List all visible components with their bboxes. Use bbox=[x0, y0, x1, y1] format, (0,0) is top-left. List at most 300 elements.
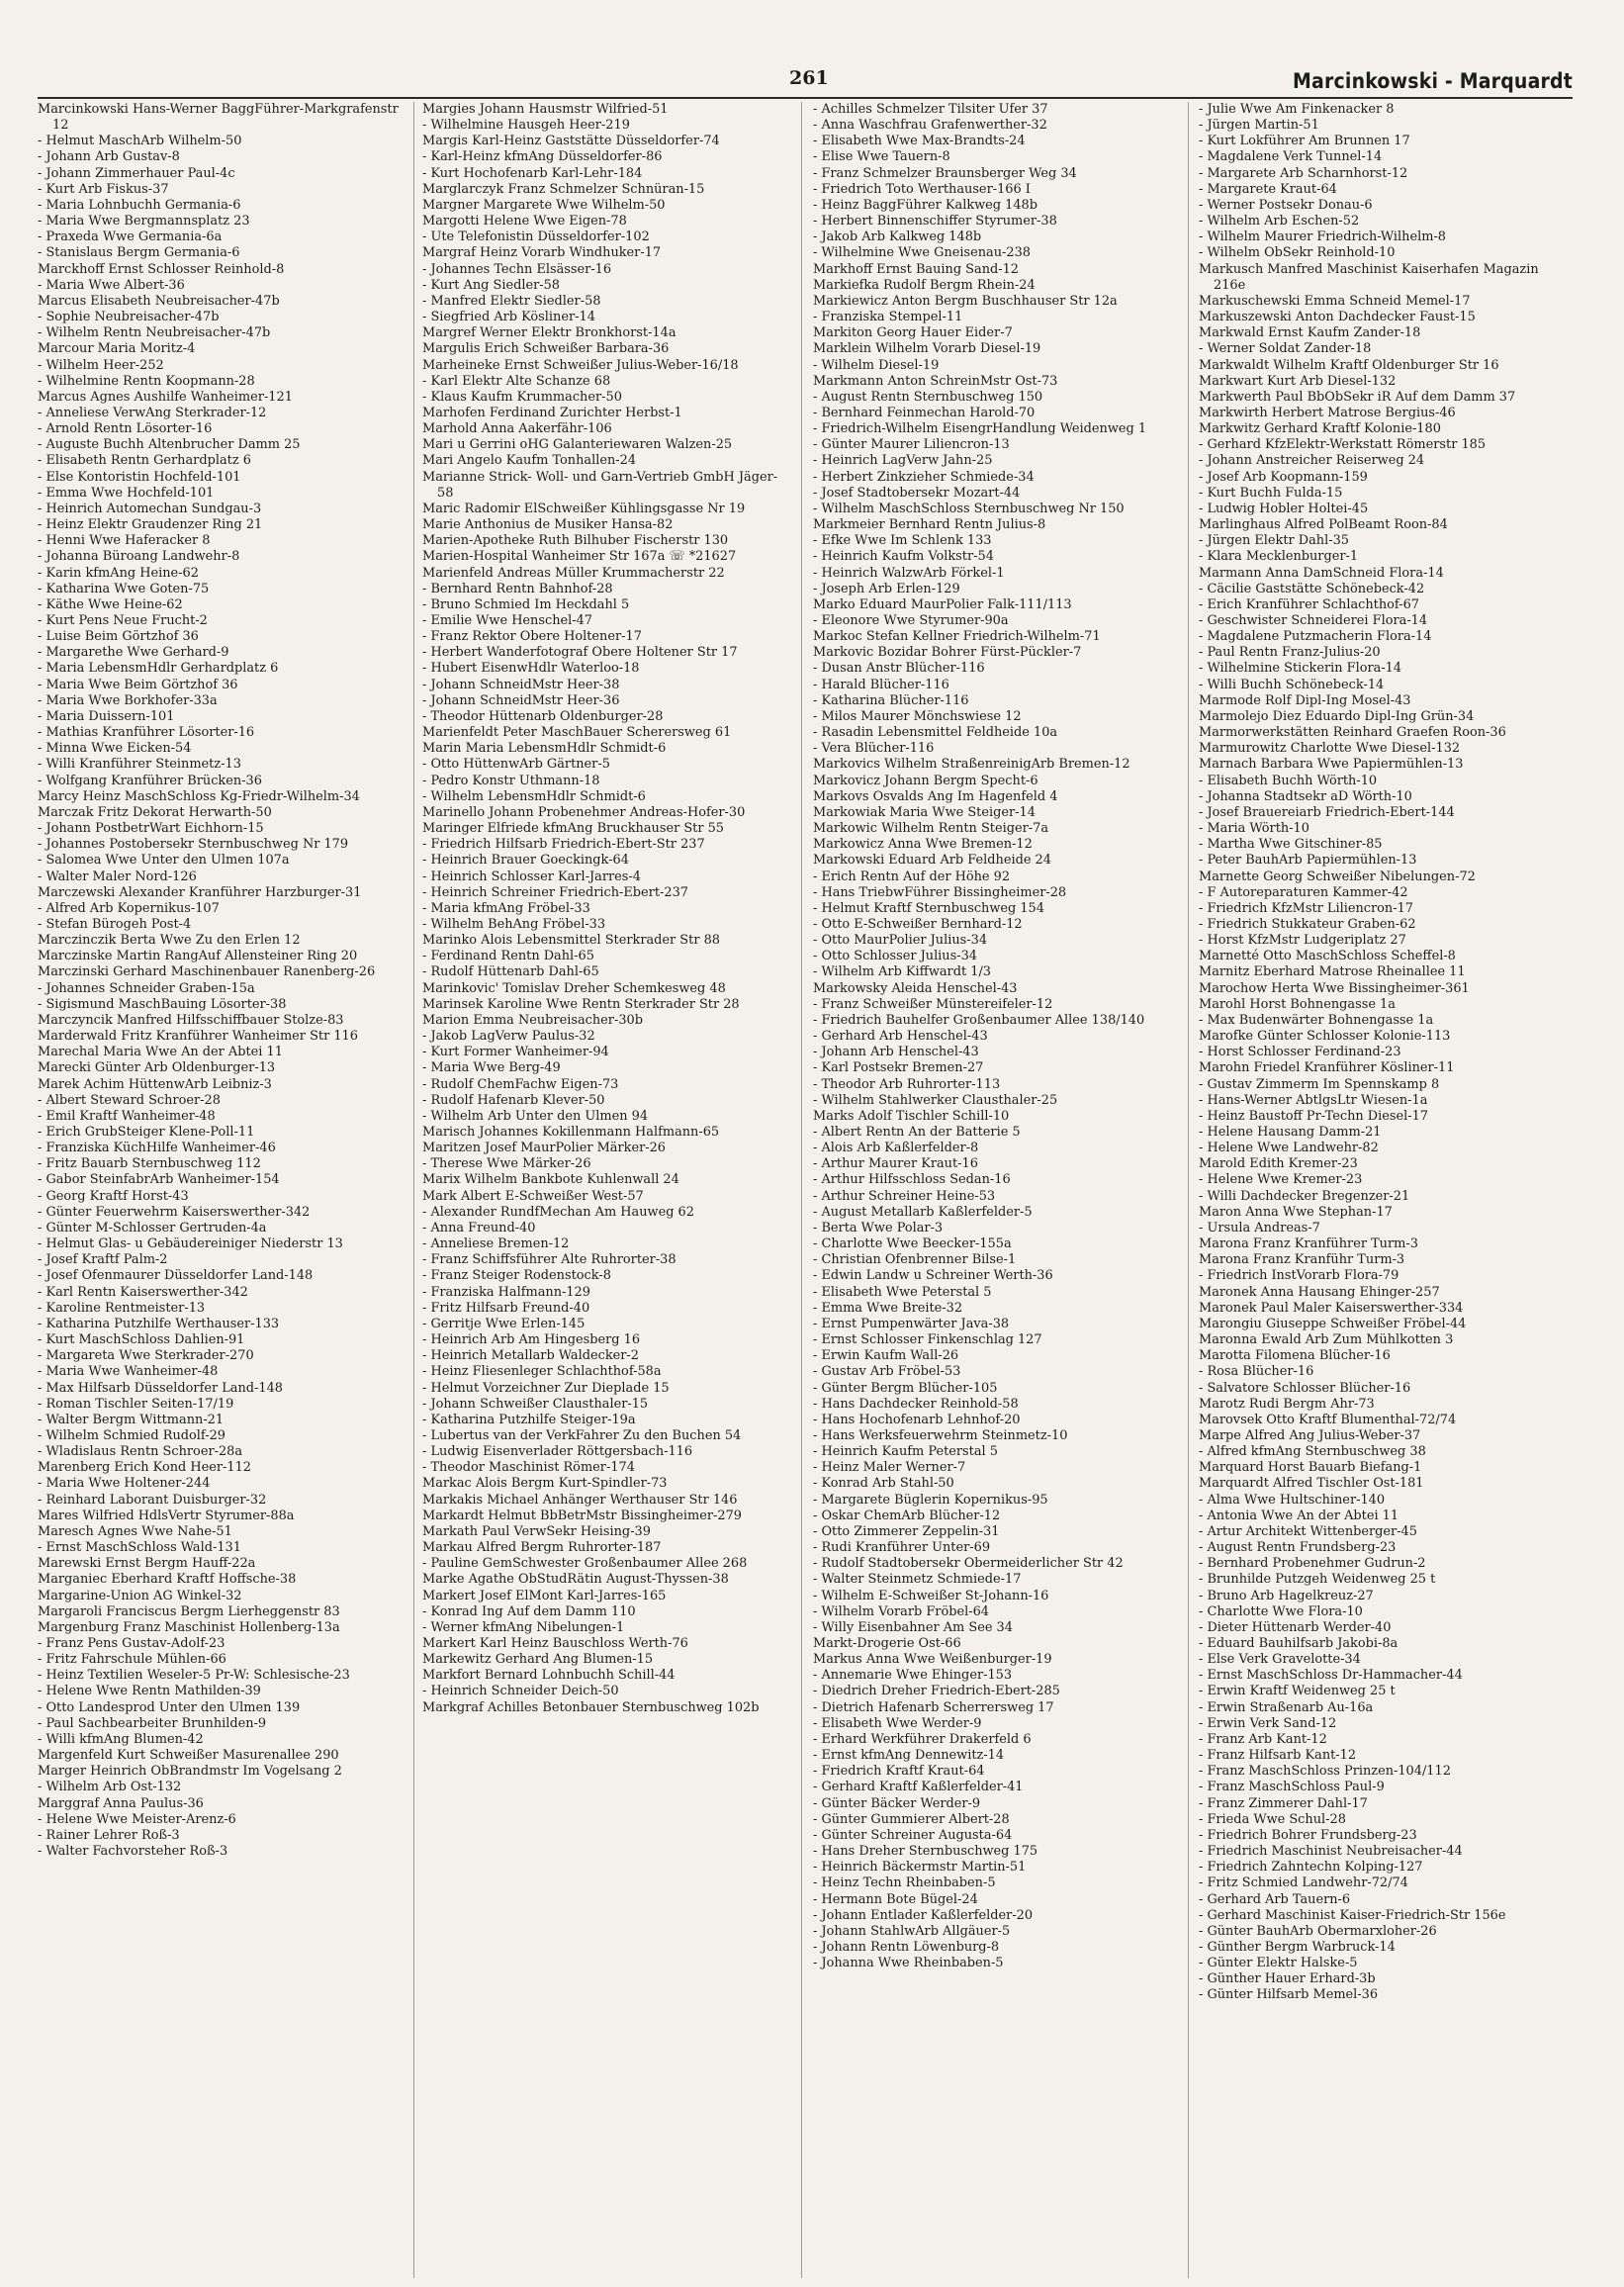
directory-entry: - Elisabeth Wwe Peterstal 5 bbox=[813, 1284, 992, 1300]
directory-entry: - Salvatore Schlosser Blücher-16 bbox=[1199, 1380, 1411, 1396]
directory-entry: Marinkovic' Tomislav Dreher Schemkesweg 48 bbox=[422, 980, 726, 996]
directory-entry: - Bruno Schmied Im Heckdahl 5 bbox=[422, 596, 630, 612]
directory-entry: - Maria Wwe Beim Görtzhof 36 bbox=[38, 677, 238, 692]
directory-entry: Markowsky Aleida Henschel-43 bbox=[813, 980, 1018, 996]
directory-entry: - Hans-Werner AbtlgsLtr Wiesen-1a bbox=[1199, 1092, 1428, 1108]
directory-entry: - Franz Hilfsarb Kant-12 bbox=[1199, 1748, 1357, 1764]
directory-column bbox=[422, 102, 790, 2278]
directory-entry: - Eduard Bauhilfsarb Jakobi-8a bbox=[1199, 1636, 1398, 1651]
directory-entry: - Pauline GemSchwester Großenbaumer Allee 268 bbox=[422, 1556, 748, 1572]
directory-entry: - Maria Wwe Borkhofer-33a bbox=[38, 692, 218, 708]
directory-entry: - Rainer Lehrer Roß-3 bbox=[38, 1827, 180, 1843]
directory-entry: Marquard Horst Bauarb Biefang-1 bbox=[1199, 1460, 1422, 1476]
directory-entry: - Heinrich Metallarb Waldecker-2 bbox=[422, 1348, 639, 1364]
directory-entry: - Wilhelm ObSekr Reinhold-10 bbox=[1199, 245, 1396, 261]
directory-entry: - Elisabeth Wwe Max-Brandts-24 bbox=[813, 134, 1026, 149]
directory-entry: - Roman Tischler Seiten-17/19 bbox=[38, 1396, 234, 1412]
directory-entry: - Otto HüttenwArb Gärtner-5 bbox=[422, 757, 610, 773]
directory-entry: - Rudi Kranführer Unter-69 bbox=[813, 1540, 991, 1556]
directory-entry: - Siegfried Arb Kösliner-14 bbox=[422, 310, 595, 325]
directory-entry: - Wilhelm Arb Kiffwardt 1/3 bbox=[813, 964, 991, 980]
directory-entry: - Arthur Maurer Kraut-16 bbox=[813, 1156, 978, 1172]
directory-entry: Markus Anna Wwe Weißenburger-19 bbox=[813, 1652, 1052, 1668]
directory-entry: - Franziska KüchHilfe Wanheimer-46 bbox=[38, 1141, 276, 1156]
directory-entry: - Hubert EisenwHdlr Waterloo-18 bbox=[422, 661, 640, 677]
header-rule bbox=[38, 97, 1573, 99]
directory-entry: Marnitz Eberhard Matrose Rheinallee 11 bbox=[1199, 964, 1466, 980]
directory-entry: - Emma Wwe Breite-32 bbox=[813, 1300, 963, 1316]
directory-entry: - Alfred Arb Kopernikus-107 bbox=[38, 900, 220, 916]
directory-entry: - Johann StahlwArb Allgäuer-5 bbox=[813, 1923, 1011, 1939]
directory-entry: - F Autoreparaturen Kammer-42 bbox=[1199, 884, 1408, 900]
directory-entry: - Manfred Elektr Siedler-58 bbox=[422, 293, 601, 309]
directory-entry: Marlinghaus Alfred PolBeamt Roon-84 bbox=[1199, 517, 1448, 533]
directory-entry: Marewski Ernst Bergm Hauff-22a bbox=[38, 1556, 256, 1572]
directory-entry: - Magdalene Verk Tunnel-14 bbox=[1199, 149, 1383, 165]
directory-entry: - Käthe Wwe Heine-62 bbox=[38, 596, 183, 612]
directory-entry: - Wilhelmine Stickerin Flora-14 bbox=[1199, 661, 1402, 677]
directory-entry: - Rudolf Stadtobersekr Obermeiderlicher Str 42 bbox=[813, 1556, 1124, 1572]
directory-entry: Markakis Michael Anhänger Werthauser Str 146 bbox=[422, 1492, 738, 1508]
directory-entry: Marczinske Martin RangAuf Allensteiner Ring 20 bbox=[38, 949, 358, 964]
directory-entry: Marienfeld Andreas Müller Krummacherstr 22 bbox=[422, 565, 725, 581]
directory-entry: - Charlotte Wwe Flora-10 bbox=[1199, 1603, 1363, 1619]
directory-entry: Marongiu Giuseppe Schweißer Fröbel-44 bbox=[1199, 1316, 1467, 1331]
directory-entry: - Günter Feuerwehrm Kaiserswerther-342 bbox=[38, 1204, 311, 1220]
running-head: Marcinkowski - Marquardt bbox=[1293, 69, 1573, 93]
directory-entry: Markusch Manfred Maschinist Kaiserhafen Magazin 216e bbox=[1199, 261, 1539, 293]
directory-entry: - Alois Arb Kaßlerfelder-8 bbox=[813, 1141, 979, 1156]
directory-entry: - Johann Entlader Kaßlerfelder-20 bbox=[813, 1907, 1034, 1923]
directory-entry: - Maria Wwe Berg-49 bbox=[422, 1060, 561, 1076]
directory-entry: Marona Franz Kranführer Turm-3 bbox=[1199, 1236, 1418, 1252]
directory-entry: Marek Achim HüttenwArb Leibniz-3 bbox=[38, 1076, 272, 1092]
directory-entry: - Otto Landesprod Unter den Ulmen 139 bbox=[38, 1699, 301, 1715]
directory-entry: - Arthur Schreiner Heine-53 bbox=[813, 1188, 996, 1204]
directory-entry: - Fritz Schmied Landwehr-72/74 bbox=[1199, 1875, 1408, 1891]
directory-entry: - Alma Wwe Hultschiner-140 bbox=[1199, 1492, 1386, 1508]
directory-entry: - Maria Wörth-10 bbox=[1199, 821, 1309, 837]
directory-entry: Markiton Georg Hauer Eider-7 bbox=[813, 325, 1013, 341]
directory-entry: - Franz Zimmerer Dahl-17 bbox=[1199, 1795, 1368, 1811]
directory-entry: - Wilhelm MaschSchloss Sternbuschweg Nr 150 bbox=[813, 501, 1125, 516]
directory-entry: - Friedrich InstVorarb Flora-79 bbox=[1199, 1268, 1399, 1284]
directory-entry: Markwerth Paul BbObSekr iR Auf dem Damm 37 bbox=[1199, 389, 1516, 405]
directory-entry: - Friedrich Bohrer Frundsberg-23 bbox=[1199, 1827, 1417, 1843]
directory-entry: Maron Anna Wwe Stephan-17 bbox=[1199, 1204, 1393, 1220]
directory-entry: - Heinz BaggFührer Kalkweg 148b bbox=[813, 197, 1038, 213]
directory-entry: Marohn Friedel Kranführer Kösliner-11 bbox=[1199, 1060, 1455, 1076]
directory-entry: - Franz Rektor Obere Holtener-17 bbox=[422, 629, 642, 645]
directory-entry: - Fritz Bauarb Sternbuschweg 112 bbox=[38, 1156, 261, 1172]
page-header bbox=[0, 0, 1624, 99]
directory-entry: - Werner Postsekr Donau-6 bbox=[1199, 197, 1373, 213]
directory-entry: - Wladislaus Rentn Schroer-28a bbox=[38, 1444, 243, 1460]
directory-entry: - Margarete Kraut-64 bbox=[1199, 181, 1337, 197]
directory-entry: - Oskar ChemArb Blücher-12 bbox=[813, 1508, 1001, 1523]
directory-entry: - Johann Zimmerhauer Paul-4c bbox=[38, 165, 235, 181]
directory-entry: - Else Verk Gravelotte-34 bbox=[1199, 1652, 1361, 1668]
directory-entry: Markmeier Bernhard Rentn Julius-8 bbox=[813, 517, 1046, 533]
directory-entry: - Minna Wwe Eicken-54 bbox=[38, 741, 192, 757]
directory-entry: - Sophie Neubreisacher-47b bbox=[38, 310, 220, 325]
directory-entry: Marggraf Anna Paulus-36 bbox=[38, 1795, 204, 1811]
directory-entry: - Johann Schweißer Clausthaler-15 bbox=[422, 1396, 649, 1412]
directory-entry: - Gerhard Kraftf Kaßlerfelder-41 bbox=[813, 1780, 1024, 1795]
directory-entry: Maronek Paul Maler Kaiserswerther-334 bbox=[1199, 1300, 1464, 1316]
directory-entry: - Margarete Arb Scharnhorst-12 bbox=[1199, 165, 1408, 181]
directory-entry: Marglarczyk Franz Schmelzer Schnüran-15 bbox=[422, 181, 705, 197]
directory-entry: - Gerhard KfzElektr-Werkstatt Römerstr 185 bbox=[1199, 437, 1487, 453]
directory-entry: - Rudolf Hafenarb Klever-50 bbox=[422, 1092, 605, 1108]
directory-entry: Markuschewski Emma Schneid Memel-17 bbox=[1199, 293, 1471, 309]
directory-column bbox=[38, 102, 406, 2278]
directory-entry: - Frieda Wwe Schul-28 bbox=[1199, 1811, 1346, 1827]
directory-entry: - Hans Dachdecker Reinhold-58 bbox=[813, 1396, 1019, 1412]
directory-entry: Markwaldt Wilhelm Kraftf Oldenburger Str 16 bbox=[1199, 357, 1499, 373]
directory-entry: - Johann SchneidMstr Heer-38 bbox=[422, 677, 620, 692]
directory-entry: Marcus Elisabeth Neubreisacher-47b bbox=[38, 293, 280, 309]
directory-entry: Markwart Kurt Arb Diesel-132 bbox=[1199, 373, 1397, 389]
directory-entry: - Franziska Stempel-11 bbox=[813, 310, 963, 325]
directory-entry: - Eleonore Wwe Styrumer-90a bbox=[813, 613, 1009, 628]
directory-entry: - Klaus Kaufm Krummacher-50 bbox=[422, 389, 622, 405]
directory-entry: - Heinz Maler Werner-7 bbox=[813, 1460, 966, 1476]
directory-entry: Margies Johann Hausmstr Wilfried-51 bbox=[422, 102, 669, 117]
directory-entry: - Wilhelm E-Schweißer St-Johann-16 bbox=[813, 1588, 1049, 1603]
directory-entry: Marien-Apotheke Ruth Bilhuber Fischerstr 130 bbox=[422, 533, 729, 549]
directory-entry: - Bernhard Feinmechan Harold-70 bbox=[813, 405, 1036, 420]
directory-entry: - Walter Bergm Wittmann-21 bbox=[38, 1412, 225, 1427]
directory-entry: - Joseph Arb Erlen-129 bbox=[813, 581, 960, 596]
directory-entry: - Johann SchneidMstr Heer-36 bbox=[422, 692, 620, 708]
directory-entry: Marion Emma Neubreisacher-30b bbox=[422, 1012, 643, 1028]
directory-entry: Marinko Alois Lebensmittel Sterkrader Str 88 bbox=[422, 933, 720, 949]
directory-entry: - Franz MaschSchloss Paul-9 bbox=[1199, 1780, 1385, 1795]
directory-entry: - Otto E-Schweißer Bernhard-12 bbox=[813, 916, 1023, 932]
directory-entry: - Johannes Postobersekr Sternbuschweg Nr 179 bbox=[38, 837, 349, 853]
directory-entry: - Friedrich Maschinist Neubreisacher-44 bbox=[1199, 1844, 1463, 1860]
directory-entry: - Helene Wwe Landwehr-82 bbox=[1199, 1141, 1379, 1156]
directory-entry: - Maria Wwe Wanheimer-48 bbox=[38, 1364, 219, 1380]
directory-entry: - Edwin Landw u Schreiner Werth-36 bbox=[813, 1268, 1053, 1284]
directory-entry: Markowski Eduard Arb Feldheide 24 bbox=[813, 853, 1051, 869]
directory-entry: Marmann Anna DamSchneid Flora-14 bbox=[1199, 565, 1444, 581]
directory-entry: - Rasadin Lebensmittel Feldheide 10a bbox=[813, 725, 1058, 741]
directory-entry: - Georg Kraftf Horst-43 bbox=[38, 1188, 189, 1204]
directory-entry: Markovic Bozidar Bohrer Fürst-Pückler-7 bbox=[813, 645, 1082, 661]
directory-entry: Marcour Maria Moritz-4 bbox=[38, 341, 196, 357]
directory-entry: - Ludwig Hobler Holtei-45 bbox=[1199, 501, 1369, 516]
directory-entry: - Dieter Hüttenarb Werder-40 bbox=[1199, 1619, 1392, 1635]
directory-entry: - Dietrich Hafenarb Scherrersweg 17 bbox=[813, 1699, 1054, 1715]
directory-entry: - Johanna Wwe Rheinbaben-5 bbox=[813, 1956, 1004, 1971]
directory-entry: - Pedro Konstr Uthmann-18 bbox=[422, 773, 600, 788]
directory-entry: - Karoline Rentmeister-13 bbox=[38, 1300, 206, 1316]
directory-entry: - Gerhard Maschinist Kaiser-Friedrich-Str 156e bbox=[1199, 1907, 1506, 1923]
directory-entry: - Wilhelm Stahlwerker Clausthaler-25 bbox=[813, 1092, 1058, 1108]
directory-entry: - Max Hilfsarb Düsseldorfer Land-148 bbox=[38, 1380, 283, 1396]
directory-entry: Marotz Rudi Bergm Ahr-73 bbox=[1199, 1396, 1375, 1412]
directory-entry: Marger Heinrich ObBrandmstr Im Vogelsang 2 bbox=[38, 1764, 342, 1780]
directory-entry: Marckhoff Ernst Schlosser Reinhold-8 bbox=[38, 261, 285, 277]
directory-entry: Marderwald Fritz Kranführer Wanheimer Str 116 bbox=[38, 1029, 358, 1045]
directory-entry: - Erich GrubSteiger Klene-Poll-11 bbox=[38, 1125, 255, 1140]
column-divider bbox=[801, 102, 802, 2278]
directory-entry: - Theodor Hüttenarb Oldenburger-28 bbox=[422, 708, 664, 724]
directory-entry: Markoc Stefan Kellner Friedrich-Wilhelm-71 bbox=[813, 629, 1101, 645]
directory-entry: Marenberg Erich Kond Heer-112 bbox=[38, 1460, 251, 1476]
directory-entry: - Wilhelm Schmied Rudolf-29 bbox=[38, 1427, 226, 1443]
directory-entry: - Elisabeth Rentn Gerhardplatz 6 bbox=[38, 453, 251, 469]
directory-entry: - Helmut MaschArb Wilhelm-50 bbox=[38, 134, 242, 149]
directory-entry: Marmurowitz Charlotte Wwe Diesel-132 bbox=[1199, 741, 1461, 757]
directory-entry: - Emil Kraftf Wanheimer-48 bbox=[38, 1108, 216, 1124]
directory-entry: - Stefan Bürogeh Post-4 bbox=[38, 916, 192, 932]
directory-entry: - Erich Kranführer Schlachthof-67 bbox=[1199, 596, 1419, 612]
directory-entry: - Charlotte Wwe Beecker-155a bbox=[813, 1236, 1012, 1252]
directory-entry: - Fritz Fahrschule Mühlen-66 bbox=[38, 1652, 226, 1668]
directory-entry: - Ursula Andreas-7 bbox=[1199, 1220, 1320, 1235]
directory-entry: - Theodor Maschinist Römer-174 bbox=[422, 1460, 635, 1476]
directory-entry: - Max Budenwärter Bohnengasse 1a bbox=[1199, 1012, 1434, 1028]
directory-entry: - Alfred kfmAng Sternbuschweg 38 bbox=[1199, 1444, 1426, 1460]
directory-entry: - Günter Maurer Liliencron-13 bbox=[813, 437, 1010, 453]
directory-entry: - Johann Anstreicher Reiserweg 24 bbox=[1199, 453, 1425, 469]
directory-entry: Marmode Rolf Dipl-Ing Mosel-43 bbox=[1199, 692, 1411, 708]
directory-entry: Markhoff Ernst Bauing Sand-12 bbox=[813, 261, 1020, 277]
directory-entry: - Henni Wwe Haferacker 8 bbox=[38, 533, 211, 549]
directory-entry: Marganiec Eberhard Kraftf Hoffsche-38 bbox=[38, 1572, 297, 1588]
directory-entry: - Gabor SteinfabrArb Wanheimer-154 bbox=[38, 1172, 280, 1188]
directory-entry: - Kurt Former Wanheimer-94 bbox=[422, 1045, 609, 1060]
directory-entry: - Wilhelmine Wwe Gneisenau-238 bbox=[813, 245, 1032, 261]
directory-entry: - Helene Hausang Damm-21 bbox=[1199, 1125, 1382, 1140]
directory-entry: - Elise Wwe Tauern-8 bbox=[813, 149, 950, 165]
directory-entry: Maritzen Josef MaurPolier Märker-26 bbox=[422, 1141, 667, 1156]
directory-entry: - Reinhard Laborant Duisburger-32 bbox=[38, 1492, 267, 1508]
directory-entry: Mari Angelo Kaufm Tonhallen-24 bbox=[422, 453, 637, 469]
directory-entry: Marmorwerkstätten Reinhard Graefen Roon-36 bbox=[1199, 725, 1506, 741]
directory-entry: Marechal Maria Wwe An der Abtei 11 bbox=[38, 1045, 283, 1060]
directory-entry: - Franz Schweißer Münstereifeler-12 bbox=[813, 996, 1053, 1012]
directory-entry: - Günter M-Schlosser Gertruden-4a bbox=[38, 1220, 267, 1235]
directory-entry: - Albert Rentn An der Batterie 5 bbox=[813, 1125, 1021, 1140]
directory-entry: - Albert Steward Schroer-28 bbox=[38, 1092, 221, 1108]
directory-entry: - Gerhard Arb Henschel-43 bbox=[813, 1029, 988, 1045]
directory-entry: - Helmut Glas- u Gebäudereiniger Niederstr 13 bbox=[38, 1236, 343, 1252]
directory-entry: - Günter Gummierer Albert-28 bbox=[813, 1811, 1010, 1827]
directory-entry: - Antonia Wwe An der Abtei 11 bbox=[1199, 1508, 1399, 1523]
directory-entry: Mari u Gerrini oHG Galanteriewaren Walzen-25 bbox=[422, 437, 733, 453]
directory-entry: Markewitz Gerhard Ang Blumen-15 bbox=[422, 1652, 654, 1668]
directory-entry: - Bernhard Probenehmer Gudrun-2 bbox=[1199, 1556, 1426, 1572]
directory-entry: - Theodor Arb Ruhrorter-113 bbox=[813, 1076, 1001, 1092]
directory-entry: Marnetté Otto MaschSchloss Scheffel-8 bbox=[1199, 949, 1456, 964]
directory-entry: - Gustav Arb Fröbel-53 bbox=[813, 1364, 961, 1380]
directory-entry: Margraf Heinz Vorarb Windhuker-17 bbox=[422, 245, 662, 261]
directory-entry: - Kurt Pens Neue Frucht-2 bbox=[38, 613, 208, 628]
directory-entry: - Maria Wwe Bergmannsplatz 23 bbox=[38, 214, 250, 229]
directory-entry: - Friedrich Toto Werthauser-166 I bbox=[813, 181, 1031, 197]
directory-entry: - Karl Postsekr Bremen-27 bbox=[813, 1060, 984, 1076]
directory-entry: - Lubertus van der VerkFahrer Zu den Buchen 54 bbox=[422, 1427, 742, 1443]
directory-entry: Markwitz Gerhard Kraftf Kolonie-180 bbox=[1199, 421, 1441, 437]
directory-entry: - Heinrich Bäckermstr Martin-51 bbox=[813, 1860, 1027, 1875]
directory-entry: Markowiak Maria Wwe Steiger-14 bbox=[813, 804, 1036, 820]
directory-entry: - Heinrich Schlosser Karl-Jarres-4 bbox=[422, 869, 641, 884]
directory-entry: - Brunhilde Putzgeh Weidenweg 25 t bbox=[1199, 1572, 1436, 1588]
directory-entry: Marovsek Otto Kraftf Blumenthal-72/74 bbox=[1199, 1412, 1457, 1427]
directory-entry: - Walter Steinmetz Schmiede-17 bbox=[813, 1572, 1022, 1588]
directory-entry: - Annemarie Wwe Ehinger-153 bbox=[813, 1668, 1013, 1684]
directory-entry: - Maria Lohnbuchh Germania-6 bbox=[38, 197, 241, 213]
directory-entry: - Johanna Büroang Landwehr-8 bbox=[38, 549, 240, 565]
directory-entry: - Walter Fachvorsteher Roß-3 bbox=[38, 1844, 228, 1860]
directory-entry: - Emma Wwe Hochfeld-101 bbox=[38, 485, 215, 501]
directory-entry: - Wilhelm Vorarb Fröbel-64 bbox=[813, 1603, 989, 1619]
directory-entry: - Achilles Schmelzer Tilsiter Ufer 37 bbox=[813, 102, 1048, 117]
directory-entry: Marheineke Ernst Schweißer Julius-Weber-16/18 bbox=[422, 357, 739, 373]
directory-entry: Markert Josef ElMont Karl-Jarres-165 bbox=[422, 1588, 667, 1603]
directory-entry: - Jürgen Martin-51 bbox=[1199, 118, 1319, 134]
directory-entry: - Margareta Wwe Sterkrader-270 bbox=[38, 1348, 254, 1364]
directory-entry: - Johanna Stadtsekr aD Wörth-10 bbox=[1199, 788, 1412, 804]
directory-entry: Margaroli Franciscus Bergm Lierheggenstr 83 bbox=[38, 1603, 340, 1619]
directory-entry: - Kurt Ang Siedler-58 bbox=[422, 277, 561, 293]
directory-entry: Markiewicz Anton Bergm Buschhauser Str 12a bbox=[813, 293, 1118, 309]
directory-entry: Marin Maria LebensmHdlr Schmidt-6 bbox=[422, 741, 667, 757]
directory-entry: Margenburg Franz Maschinist Hollenberg-13a bbox=[38, 1619, 340, 1635]
directory-entry: Maronna Ewald Arb Zum Mühlkotten 3 bbox=[1199, 1332, 1454, 1348]
directory-entry: Marczak Fritz Dekorat Herwarth-50 bbox=[38, 804, 272, 820]
directory-entry: - Erwin Kraftf Weidenweg 25 t bbox=[1199, 1684, 1396, 1699]
directory-entry: - Heinz Textilien Weseler-5 Pr-W: Schlesische-23 bbox=[38, 1668, 350, 1684]
directory-entry: - Mathias Kranführer Lösorter-16 bbox=[38, 725, 255, 741]
directory-entry: - Harald Blücher-116 bbox=[813, 677, 949, 692]
directory-entry: - Heinrich Kaufm Peterstal 5 bbox=[813, 1444, 998, 1460]
directory-entry: - Karl-Heinz kfmAng Düsseldorfer-86 bbox=[422, 149, 663, 165]
directory-entry: - Kurt Lokführer Am Brunnen 17 bbox=[1199, 134, 1410, 149]
directory-entry: - Julie Wwe Am Finkenacker 8 bbox=[1199, 102, 1395, 117]
directory-entry: Marinsek Karoline Wwe Rentn Sterkrader Str 28 bbox=[422, 996, 740, 1012]
directory-entry: - Stanislaus Bergm Germania-6 bbox=[38, 245, 240, 261]
directory-entry: - Heinz Fliesenleger Schlachthof-58a bbox=[422, 1364, 662, 1380]
directory-entry: Marczewski Alexander Kranführer Harzburger-31 bbox=[38, 884, 362, 900]
directory-entry: Markau Alfred Bergm Ruhrorter-187 bbox=[422, 1540, 662, 1556]
directory-entry: - Wilhelmine Hausgeh Heer-219 bbox=[422, 118, 630, 134]
directory-entry: - Günter Bäcker Werder-9 bbox=[813, 1795, 981, 1811]
directory-entry: - Wilhelm Diesel-19 bbox=[813, 357, 940, 373]
directory-entry: - Katharina Wwe Goten-75 bbox=[38, 581, 210, 596]
directory-entry: Marecki Günter Arb Oldenburger-13 bbox=[38, 1060, 276, 1076]
directory-entry: - Bernhard Rentn Bahnhof-28 bbox=[422, 581, 613, 596]
directory-entry: - Maria kfmAng Fröbel-33 bbox=[422, 900, 590, 916]
directory-entry: - Ernst kfmAng Dennewitz-14 bbox=[813, 1748, 1005, 1764]
directory-entry: Marko Eduard MaurPolier Falk-111/113 bbox=[813, 596, 1072, 612]
directory-entry: - Anneliese VerwAng Sterkrader-12 bbox=[38, 405, 267, 420]
directory-entry: - Berta Wwe Polar-3 bbox=[813, 1220, 944, 1235]
directory-entry: - Josef Stadtobersekr Mozart-44 bbox=[813, 485, 1021, 501]
directory-entry: - Friedrich Zahntechn Kolping-127 bbox=[1199, 1860, 1423, 1875]
directory-entry: - Maria LebensmHdlr Gerhardplatz 6 bbox=[38, 661, 279, 677]
directory-entry: - Hans Dreher Sternbuschweg 175 bbox=[813, 1844, 1038, 1860]
directory-entry: - Wilhelm Rentn Neubreisacher-47b bbox=[38, 325, 271, 341]
directory-entry: Markardt Helmut BbBetrMstr Bissingheimer-279 bbox=[422, 1508, 742, 1523]
directory-entry: Marold Edith Kremer-23 bbox=[1199, 1156, 1358, 1172]
directory-entry: - Franz Steiger Rodenstock-8 bbox=[422, 1268, 611, 1284]
directory-entry: - Willi Buchh Schönebeck-14 bbox=[1199, 677, 1385, 692]
directory-entry: - Paul Sachbearbeiter Brunhilden-9 bbox=[38, 1715, 267, 1731]
directory-entry: Markac Alois Bergm Kurt-Spindler-73 bbox=[422, 1476, 668, 1492]
directory-entry: - Alexander RundfMechan Am Hauweg 62 bbox=[422, 1204, 694, 1220]
directory-entry: - Franz Arb Kant-12 bbox=[1199, 1731, 1327, 1747]
directory-entry: - Ernst Pumpenwärter Java-38 bbox=[813, 1316, 1010, 1331]
directory-entry: - August Rentn Sternbuschweg 150 bbox=[813, 389, 1043, 405]
directory-entry: - Herbert Zinkzieher Schmiede-34 bbox=[813, 469, 1035, 485]
directory-entry: Maronek Anna Hausang Ehinger-257 bbox=[1199, 1284, 1440, 1300]
directory-entry: - Wilhelm Maurer Friedrich-Wilhelm-8 bbox=[1199, 229, 1447, 245]
directory-entry: - Ernst MaschSchloss Dr-Hammacher-44 bbox=[1199, 1668, 1463, 1684]
directory-entry: - Willi kfmAng Blumen-42 bbox=[38, 1731, 204, 1747]
directory-entry: - Franz MaschSchloss Prinzen-104/112 bbox=[1199, 1764, 1451, 1780]
directory-entry: - Franz Pens Gustav-Adolf-23 bbox=[38, 1636, 226, 1651]
directory-entry: - Wilhelmine Rentn Koopmann-28 bbox=[38, 373, 255, 389]
directory-entry: - Heinrich Brauer Goeckingk-64 bbox=[422, 853, 629, 869]
directory-entry: - Ludwig Eisenverlader Röttgersbach-116 bbox=[422, 1444, 693, 1460]
directory-entry: - Herbert Wanderfotograf Obere Holtener Str 17 bbox=[422, 645, 738, 661]
directory-entry: - Auguste Buchh Altenbrucher Damm 25 bbox=[38, 437, 301, 453]
directory-entry: - Herbert Binnenschiffer Styrumer-38 bbox=[813, 214, 1057, 229]
directory-entry: - Heinrich WalzwArb Förkel-1 bbox=[813, 565, 1005, 581]
directory-entry: - Kurt Arb Fiskus-37 bbox=[38, 181, 169, 197]
directory-entry: - Rudolf Hüttenarb Dahl-65 bbox=[422, 964, 599, 980]
directory-entry: - Hermann Bote Bügel-24 bbox=[813, 1891, 978, 1907]
directory-entry: - Horst Schlosser Ferdinand-23 bbox=[1199, 1045, 1401, 1060]
directory-entry: Marix Wilhelm Bankbote Kuhlenwall 24 bbox=[422, 1172, 679, 1188]
directory-entry: - Efke Wwe Im Schlenk 133 bbox=[813, 533, 992, 549]
directory-entry: - Josef Ofenmaurer Düsseldorfer Land-148 bbox=[38, 1268, 314, 1284]
directory-entry: Markovs Osvalds Ang Im Hagenfeld 4 bbox=[813, 788, 1058, 804]
directory-entry: Marnach Barbara Wwe Papiermühlen-13 bbox=[1199, 757, 1464, 773]
page-number: 261 bbox=[789, 67, 829, 89]
directory-entry: - Friedrich Kraftf Kraut-64 bbox=[813, 1764, 985, 1780]
directory-entry: - Else Kontoristin Hochfeld-101 bbox=[38, 469, 241, 485]
directory-entry: - Katharina Putzhilfe Werthauser-133 bbox=[38, 1316, 280, 1331]
directory-entry: Margulis Erich Schweißer Barbara-36 bbox=[422, 341, 670, 357]
directory-entry: - Günther Hauer Erhard-3b bbox=[1199, 1971, 1376, 1987]
directory-entry: - Werner kfmAng Nibelungen-1 bbox=[422, 1619, 625, 1635]
directory-entry: - Friedrich-Wilhelm EisengrHandlung Weidenweg 1 bbox=[813, 421, 1147, 437]
directory-entry: - Heinrich Schneider Deich-50 bbox=[422, 1684, 619, 1699]
directory-entry: - Erich Rentn Auf der Höhe 92 bbox=[813, 869, 1011, 884]
directory-entry: - Hans Hochofenarb Lehnhof-20 bbox=[813, 1412, 1021, 1427]
directory-entry: - Wilhelm Heer-252 bbox=[38, 357, 164, 373]
directory-entry: - Anna Waschfrau Grafenwerther-32 bbox=[813, 118, 1047, 134]
directory-entry: - Hans TriebwFührer Bissingheimer-28 bbox=[813, 884, 1067, 900]
directory-entry: Marona Franz Kranführ Turm-3 bbox=[1199, 1252, 1405, 1268]
directory-entry: - Margarethe Wwe Gerhard-9 bbox=[38, 645, 229, 661]
directory-entry: - Friedrich Stukkateur Graben-62 bbox=[1199, 916, 1416, 932]
directory-entry: - Kurt MaschSchloss Dahlien-91 bbox=[38, 1332, 245, 1348]
directory-entry: Marquardt Alfred Tischler Ost-181 bbox=[1199, 1476, 1424, 1492]
directory-entry: Marpe Alfred Ang Julius-Weber-37 bbox=[1199, 1427, 1421, 1443]
directory-column bbox=[813, 102, 1181, 2278]
directory-entry: - Franz Schiffsführer Alte Ruhrorter-38 bbox=[422, 1252, 677, 1268]
directory-entry: - Margarete Büglerin Kopernikus-95 bbox=[813, 1492, 1048, 1508]
directory-entry: Marohl Horst Bohnengasse 1a bbox=[1199, 996, 1396, 1012]
directory-entry: - Elisabeth Wwe Werder-9 bbox=[813, 1715, 982, 1731]
